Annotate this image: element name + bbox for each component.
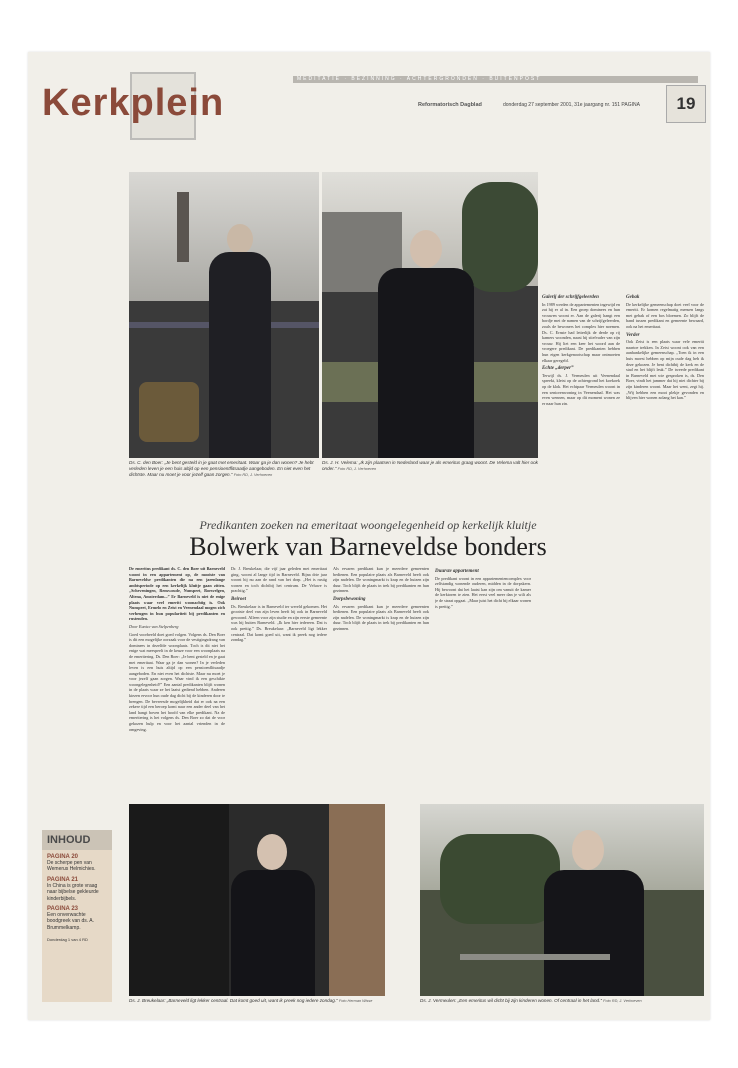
article-column-4: Duurste appartement De predikant woont in een appartementencomplex voor zelfstandig wonende ouderen, midden in de dorpskern. Hij bewoont dat het laatst kan zijn om vanuit de kamer de kerktoren te zien. Het eerst veel meer dan je wilt als je de straat opgaat. „Maar juist het dicht bij elkaar wonen is prettig.” — [435, 569, 531, 609]
caption-top-left: Ds. C. den Boer: „Je bent gesteld in je gaat met emeritaat. Waar ga je dan wonen? Je hebt verleden leven je een huis altijd op een pensioentflitsaadje aangeboden. En niet even het dichtste. Maar nu moet je voor jezelf gaan zorgen.” Foto RD, J. Verhoeven — [129, 460, 314, 477]
caption-bottom-right: Ds. J. Vermeulen: „Een emeritus wil dicht bij zijn kinderen wonen. Of centraal in het land.” Foto RD, J. Verhoeven — [420, 998, 642, 1003]
trees — [440, 834, 560, 924]
inhoud-page: PAGINA 23 — [47, 906, 79, 913]
page-number: 19 — [666, 85, 706, 123]
newspaper-page — [28, 52, 710, 1020]
plants — [139, 382, 199, 442]
photo-ds-velema — [322, 172, 538, 458]
article-column-6: Gebak De kerkelijke gemeenschap doet veel voor de emeriti. Er komen regelmatig mensen langs met gebak of een bos bloemen. Zo blijft de band tussen predikant en gemeente bewaard, ook na het emeritaat. Verder Ook Zeist is een plaats waar vele emeriti naartoe trekken. In Zeist woont ook van een aanhankelijke gemeenschap. „Toen ik in een huis moest hebben op mijn oude dag heb ik deze gekozen. Je bent dichtbij de kerk en de stad en het blijft leuk.” De tweede predikant in Barneveld met wie gesproken is, ds. Den Boer, vindt het jammer dat hij niet dichter bij zijn kinderen woont. Maar het went, zegt hij. „Wij hebben een mooi plekje gevonden en blijven hier wonen zolang het kan.” — [626, 295, 704, 401]
trees — [462, 182, 538, 292]
brick-wall — [329, 804, 385, 996]
inhoud-text: De scherpe pen van Wemerus Helmichies. — [47, 860, 96, 873]
photo-ds-breukelaar — [129, 804, 385, 996]
doorway — [129, 804, 229, 996]
inhoud-text: Een onverwachte boodgreek van ds. A. Brummelkamp. — [47, 912, 94, 931]
photo-ds-den-boer — [129, 172, 319, 458]
inhoud-title: INHOUD — [42, 830, 112, 850]
inhoud-continued: Donderdag 1 van 4 RD — [47, 937, 88, 943]
article-headline: Bolwerk van Barneveldse bonders — [189, 532, 547, 561]
section-title: Kerkplein — [42, 82, 225, 124]
date-line: donderdag 27 september 2001, 31e jaargang nr. 151 PAGINA — [503, 102, 640, 108]
paper-name: Reformatorisch Dagblad — [418, 102, 482, 108]
article-column-5: Galerij der schrijfgeleerden In 1989 werden de appartementen ingewijd en zat hij er al in. Een groep dominees en hun vrouwen woont er. Aan de galerij hangt een bordje met de namen van de schrijfgeleerden, zoals de bewoners het complex hier noemen. Ds. C. Ernste had letterlijk de derde op rij kamers woonden, naast hij stiefvader van zijn vrouw. Hij liet een keer het woord aan de vroegere predikant. De predikanten hebben hun eigen kerkgenootschap maar ontmoeten elkaar geregeld. Echte „derper” Terwijl ds. J. Vermeulen uit Veenendaal spreekt, kletst op de achtergrond het koekoek op de klok. Het echtpaar Vermeulen woont in een seniorenwoning in Veenendaal. Het was even wennen, maar op dit moment wonen ze er naar hun zin. — [542, 295, 620, 406]
church-tower — [177, 192, 189, 262]
article-column-2: Dr. J. Breukelaar, die vijf jaar geleden met emeritaat ging, woont al lange tijd in Barneveld. Bijna drie jaar woont hij nu aan de rand van het dorp. „Het is rustig wonen en toch dichtbij het centrum. De Veluwe is prachtig.” Beiroet Ds. Breukelaar is in Barneveld ter wereld gekomen. Het grootste deel van zijn leven heeft hij ook in Barneveld gewoond. Alleen voor zijn studie en zijn eerste gemeente was hij buiten Barneveld. „Ik ken hier iedereen. Dat is ook prettig.” Ds. Breukelaar: „Barneveld ligt lekker centraal. Dat komt goed uit, want ik preek nog iedere zondag.” — [231, 566, 327, 643]
inhoud-page: PAGINA 21 — [47, 876, 79, 883]
inhoud-page: PAGINA 20 — [47, 854, 79, 860]
photo-ds-vermeulen — [420, 804, 704, 996]
section-bar: MEDITATIE · BEZINNING · ACHTERGRONDEN · BUITENPOST — [293, 76, 698, 83]
article-column-1: De emeritus predikant ds. C. den Boer uit Barneveld woont in een appartement op, de mooiste van Barneveldse predikanten die na een jarenlange ambtsperiode op een kerkelijk kluitje gaan zitten. „Scheveningen, Renswoude, Nunspeet, Boesvelgen, Altena, Amsterdam...” Er Barneveld is niet de enige plaats waar veel emeriti woonachtig is. Ook Nunspeet, Ermelo en Zeist en Veenendaal mogen zich verheugen in hun populariteit bij predikanten en rustenden. Door Eunice van Stelpenberg Goed voorbeeld doet goed volgen. Volgens ds. Den Boer is dit een mogelijke oorzaak voor de vestigingsdrang van dominees in dezelfde woonplaats. Toch is dit niet het enige wat meespeelt in de keuze voor een woonplaats na de emeritering. Ds. Den Boer: „Je bent gesteld en je gaat met emeritaat. Waar ga je dan wonen? In je verleden leven is een huis altijd op een pensioenflitsaadje aangeboden. En niet even het dichtste. Maar nu moet je voor jezelf gaan zorgen. Waar vind ik een geschikte woongelegenheid?” Een aantal predikanten blijft wonen in de plaats waar ze het laatst gediend hebben. Anderen kiezen ervoor hun oude dag dicht bij de kinderen door te brengen. De bevreesde mogelijkheid dat er ook na een zekere tijd een beroep komt naar een ander deel van het land hangt boven het hoofd van elke predikant. Na de emeritering is het volgens ds. Den Boer zo dat de voor gekozen hulp en voor het aantal vrienden in de omgeving. — [129, 566, 225, 732]
balcony-rail — [460, 954, 610, 960]
article-kicker: Predikanten zoeken na emeritaat woongelegenheid op kerkelijk kluitje — [199, 518, 537, 532]
article-column-3: Als ervaren predikant kun je meerdere gemeenten bedienen. Een populaire plaats als Barneveld heeft ook zijn nadelen. De woningmarkt is krap en de huizen zijn duur. Toch blijft de plaats in trek bij predikanten en hun gezinnen. Dorpsbewoning Als ervaren predikant kun je meerdere gemeenten bedienen. Een populaire plaats als Barneveld heeft ook zijn nadelen. De woningmarkt is krap en de huizen zijn duur. Toch blijft de plaats in trek bij predikanten en hun gezinnen. — [333, 566, 429, 631]
inhoud-text: In China is grote vraag naar bijbelse gekleurde kinderbijbels. — [47, 882, 99, 902]
caption-bottom-left: Ds. J. Breukelaar: „Barneveld ligt lekker centraal. Dat komt goed uit, want ik preek nog iedere zondag.” Foto Herman Wisse — [129, 998, 373, 1003]
caption-top-right: Ds. J. H. Velema: „Ik zijn plaatsen in Nederland waar je als emeritus graag woont. De Velema valt hier ook onder.” Foto RD, J. Verhoeven — [322, 460, 538, 471]
inhoud-box — [42, 830, 112, 1002]
